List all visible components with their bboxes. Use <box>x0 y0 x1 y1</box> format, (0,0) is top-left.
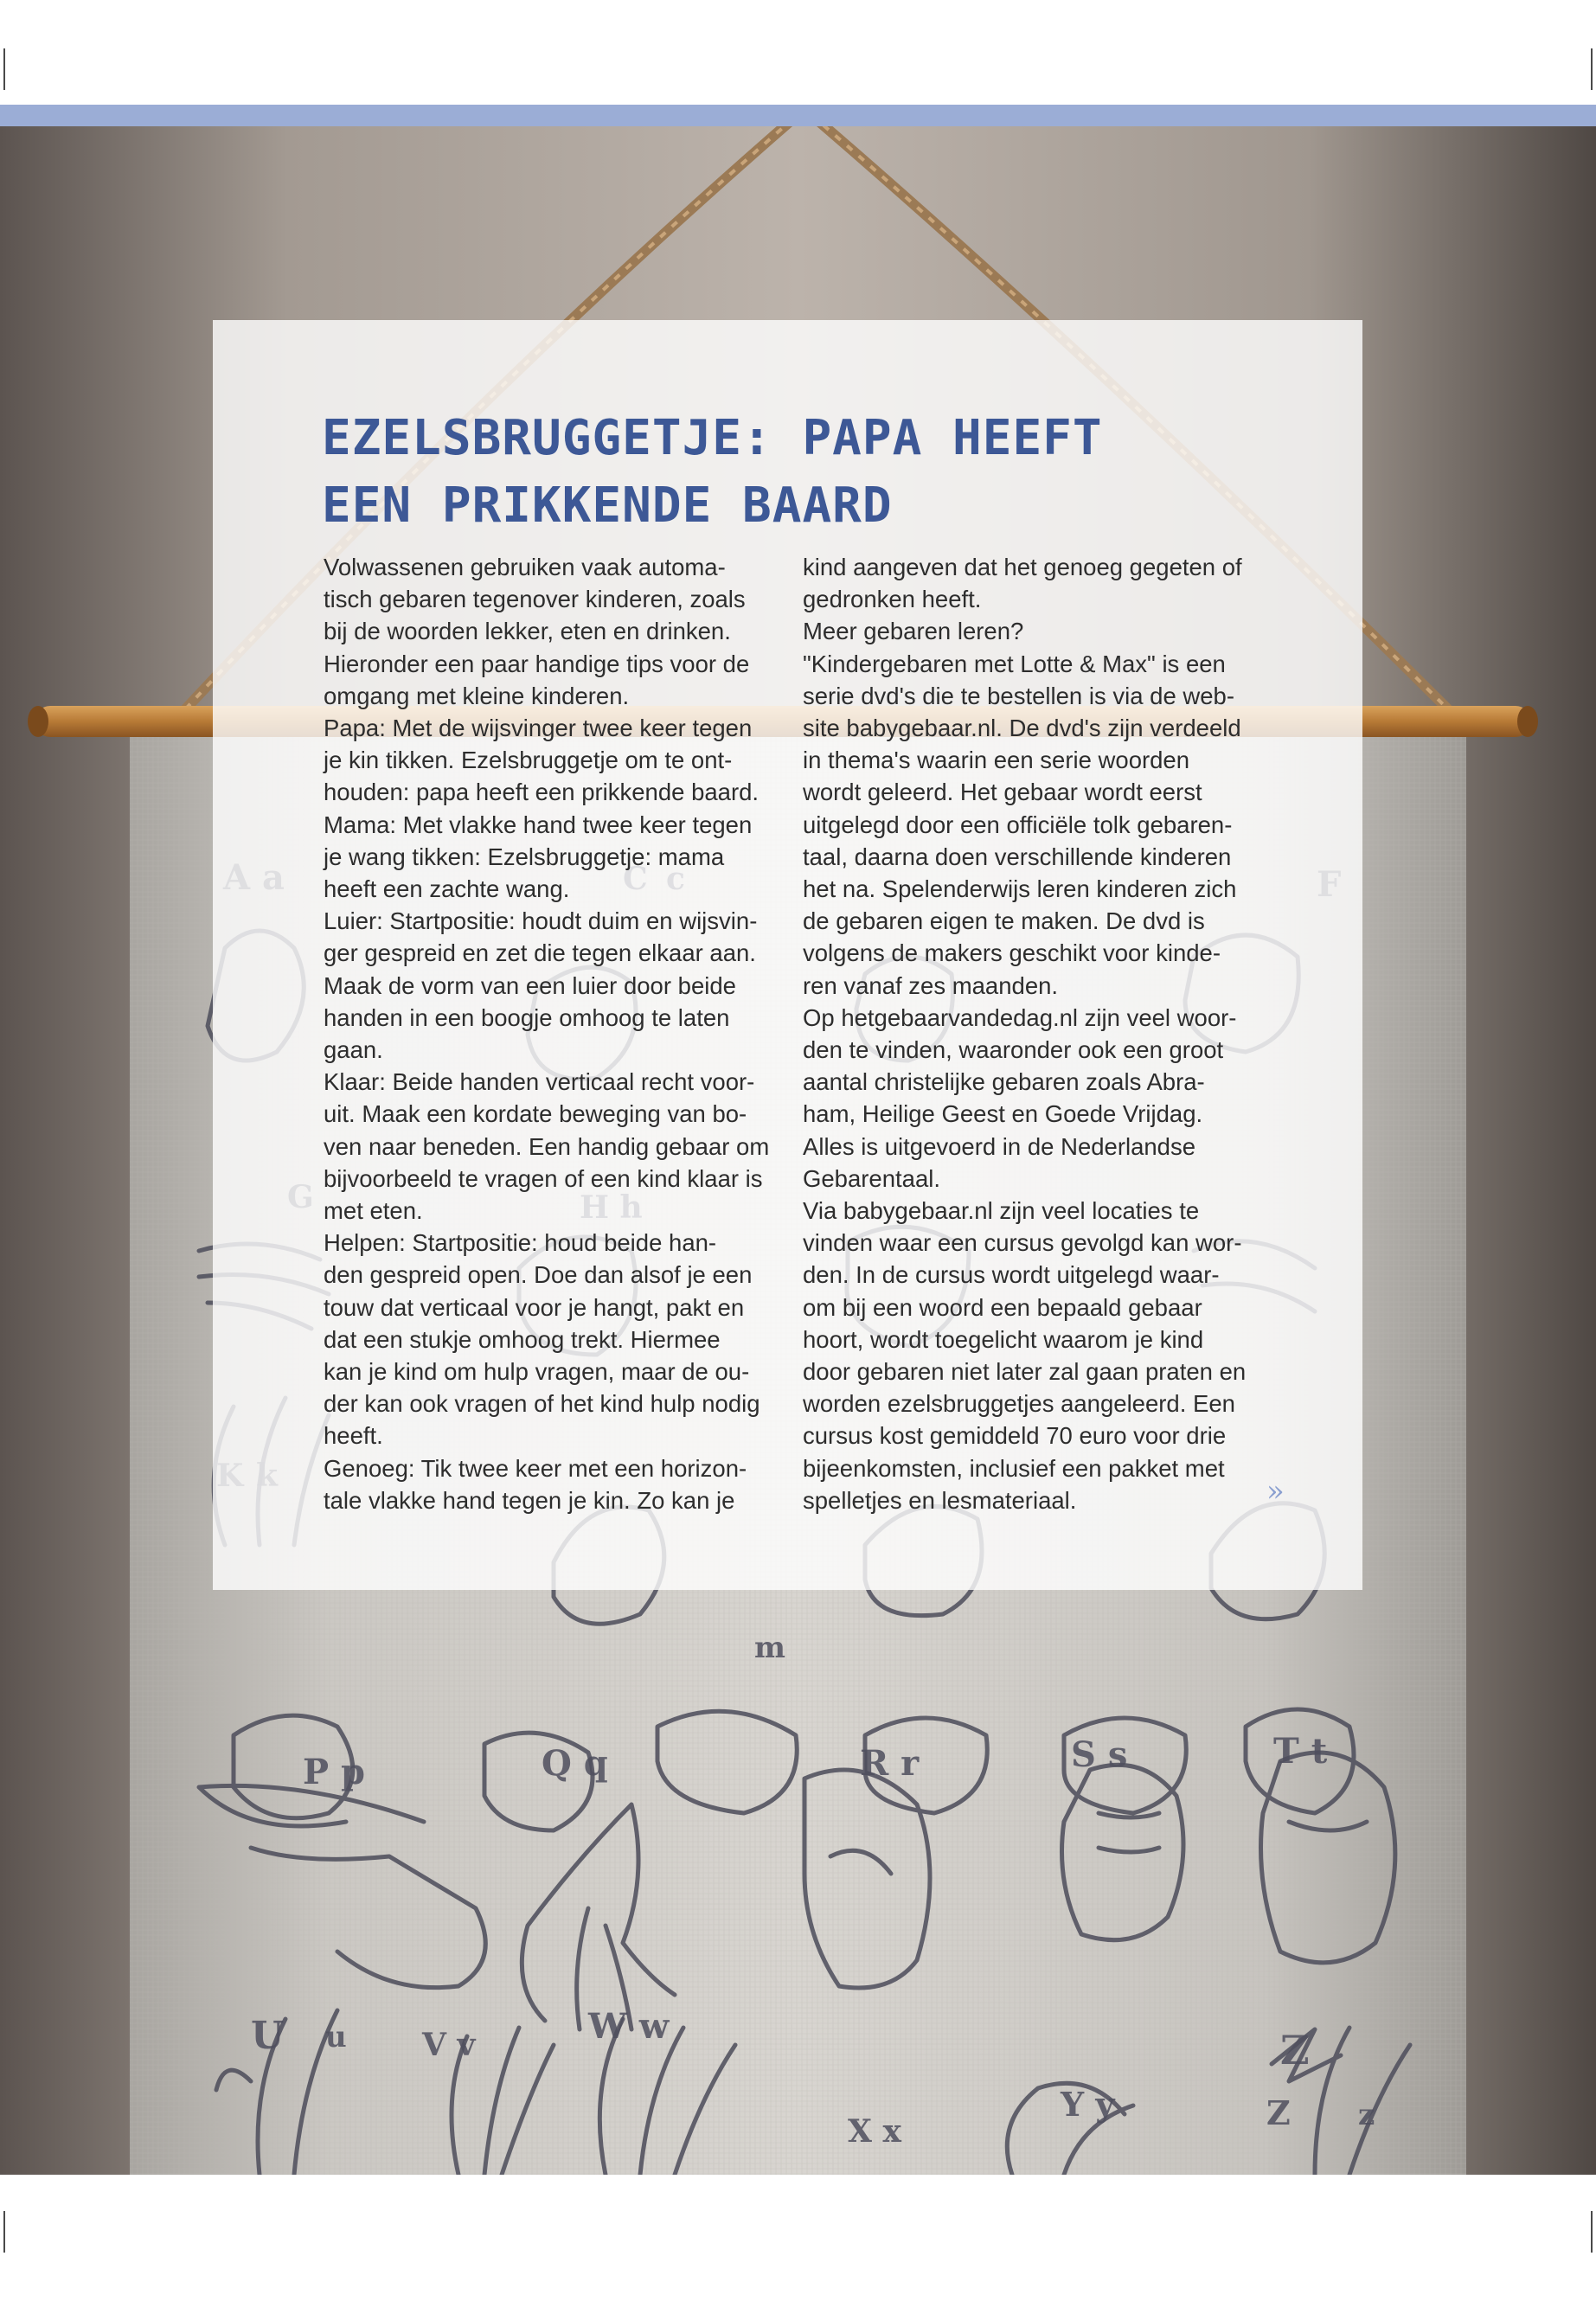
poster-letter: T t <box>1273 1731 1328 1772</box>
body-text-line: cursus kost gemiddeld 70 euro voor drie <box>803 1422 1227 1450</box>
body-text-line: aantal christelijke gebaren zoals Abra- <box>803 1068 1205 1096</box>
body-text-line: Volwassenen gebruiken vaak automa- <box>324 554 726 580</box>
body-text-line: Klaar: Beide handen verticaal recht voor- <box>324 1068 755 1096</box>
body-text-line: met eten. <box>324 1197 423 1225</box>
body-text-line: bijeenkomsten, inclusief een pakket met <box>803 1454 1225 1482</box>
body-text-line: dat een stukje omhoog trekt. Hiermee <box>324 1325 721 1353</box>
body-text-line: je wang tikken: Ezelsbruggetje: mama <box>324 843 725 870</box>
body-text-line: gaan. <box>324 1036 383 1064</box>
body-text-line: kan je kind om hulp vragen, maar de ou- <box>324 1358 750 1386</box>
body-text-line: ven naar beneden. Een handig gebaar om <box>324 1132 770 1160</box>
headline-line: EEN PRIKKENDE BAARD <box>322 478 893 534</box>
body-text-line: Maak de vorm van een luier door beide <box>324 971 736 999</box>
body-text-line: den te vinden, waaronder ook een groot <box>803 1036 1224 1064</box>
body-text-line: heeft een zachte wang. <box>324 875 570 903</box>
body-text-line: uitgelegd door een officiële tolk gebaren- <box>803 811 1233 838</box>
body-text-line: heeft. <box>324 1422 383 1450</box>
body-text-line: Alles is uitgevoerd in de Nederlandse <box>803 1132 1196 1160</box>
body-text-line: Mama: Met vlakke hand twee keer tegen <box>324 811 753 838</box>
body-text-line: kind aangeven dat het genoeg gegeten of <box>803 554 1242 580</box>
poster-letter: Q q <box>542 1743 608 1784</box>
body-text-line: het na. Spelenderwijs leren kinderen zich <box>803 875 1237 903</box>
poster-letter: U <box>251 2014 285 2058</box>
crop-mark-top-left <box>3 48 5 90</box>
body-text-line: "Kindergebaren met Lotte & Max" is een <box>803 650 1226 677</box>
body-text-line: gedronken heeft. <box>803 586 982 613</box>
body-text-line: Via babygebaar.nl zijn veel locaties te <box>803 1197 1200 1225</box>
body-text-line: den. In de cursus wordt uitgelegd waar- <box>803 1261 1220 1289</box>
body-text-line: bij de woorden lekker, eten en drinken. <box>324 618 731 645</box>
body-text-line: Meer gebaren leren? <box>803 618 1024 645</box>
crop-mark-bottom-left <box>3 2211 5 2253</box>
body-text-line: worden ezelsbruggetjes aangeleerd. Een <box>803 1390 1235 1418</box>
body-text-line: wordt geleerd. Het gebaar wordt eerst <box>803 779 1202 806</box>
poster-letter: u <box>325 2020 347 2054</box>
body-text-line: bijvoorbeeld te vragen of een kind klaar is <box>324 1164 763 1192</box>
body-text-line: ham, Heilige Geest en Goede Vrijdag. <box>803 1100 1203 1128</box>
body-text-line: tisch gebaren tegenover kinderen, zoals <box>324 586 746 613</box>
body-text-line: site babygebaar.nl. De dvd's zijn verdeeld <box>803 715 1241 742</box>
body-text-line: in thema's waarin een serie woorden <box>803 747 1190 774</box>
poster-letter: z <box>1358 2098 1375 2132</box>
body-text-line: je kin tikken. Ezelsbruggetje om te ont- <box>324 747 733 774</box>
body-text-line: ren vanaf zes maanden. <box>803 971 1059 999</box>
poster-letter: P p <box>303 1752 365 1792</box>
article-column-left <box>324 551 808 1516</box>
poster-letter: Z <box>1266 2093 1291 2132</box>
continue-arrow-icon: » <box>1266 1474 1285 1509</box>
body-text-line: serie dvd's die te bestellen is via de web- <box>803 682 1234 709</box>
poster-letter: Y y <box>1061 2085 1115 2124</box>
body-text-line: Genoeg: Tik twee keer met een horizon- <box>324 1454 747 1482</box>
body-text-line: touw dat verticaal voor je hangt, pakt en <box>324 1293 745 1321</box>
body-text-line: Op hetgebaarvandedag.nl zijn veel woor- <box>803 1003 1237 1031</box>
poster-letter: W w <box>588 2006 670 2047</box>
body-text-line: de gebaren eigen te maken. De dvd is <box>803 907 1205 935</box>
body-text-line: tale vlakke hand tegen je kin. Zo kan je <box>324 1486 735 1514</box>
body-text-line: der kan ook vragen of het kind hulp nodig <box>324 1390 760 1418</box>
body-text-line: Papa: Met de wijsvinger twee keer tegen <box>324 715 753 742</box>
body-text-line: vinden waar een cursus gevolgd kan wor- <box>803 1229 1242 1257</box>
accent-bar <box>0 105 1596 126</box>
poster-letter: R r <box>860 1743 920 1784</box>
body-text-line: Luier: Startpositie: houdt duim en wijsvin- <box>324 907 758 935</box>
body-text-line: om bij een woord een bepaald gebaar <box>803 1293 1202 1321</box>
body-text-line: taal, daarna doen verschillende kinderen <box>803 843 1232 870</box>
body-text-line: Helpen: Startpositie: houd beide han- <box>324 1229 717 1257</box>
body-text-line: ger gespreid en zet die tegen elkaar aan. <box>324 939 756 967</box>
poster-letter: m <box>754 1631 785 1665</box>
body-text-line: hoort, wordt toegelicht waarom je kind <box>803 1325 1204 1353</box>
crop-mark-bottom-right <box>1591 2211 1593 2253</box>
poster-letter: V v <box>422 2027 476 2063</box>
poster-letter: S s <box>1071 1734 1128 1775</box>
body-text-line: uit. Maak een kordate beweging van bo- <box>324 1100 747 1128</box>
body-text-line: handen in een boogje omhoog te laten <box>324 1003 730 1031</box>
article-headline <box>322 405 1273 540</box>
body-text-line: omgang met kleine kinderen. <box>324 682 630 709</box>
poster-letter: X x <box>848 2113 901 2150</box>
body-text-line: door gebaren niet later zal gaan praten en <box>803 1358 1247 1386</box>
headline-line: EZELSBRUGGETJE: PAPA HEEFT <box>322 410 1103 466</box>
poster-letter: Z <box>1280 2027 1310 2073</box>
article-column-right <box>803 551 1287 1516</box>
body-text-line: volgens de makers geschikt voor kinde- <box>803 939 1221 967</box>
crop-mark-top-right <box>1591 48 1593 90</box>
body-text-line: Gebarentaal. <box>803 1164 940 1192</box>
body-text-line: Hieronder een paar handige tips voor de <box>324 650 750 677</box>
body-text-line: houden: papa heeft een prikkende baard. <box>324 779 760 806</box>
body-text-line: den gespreid open. Doe dan alsof je een <box>324 1261 753 1289</box>
body-text-line: spelletjes en lesmateriaal. <box>803 1486 1077 1514</box>
